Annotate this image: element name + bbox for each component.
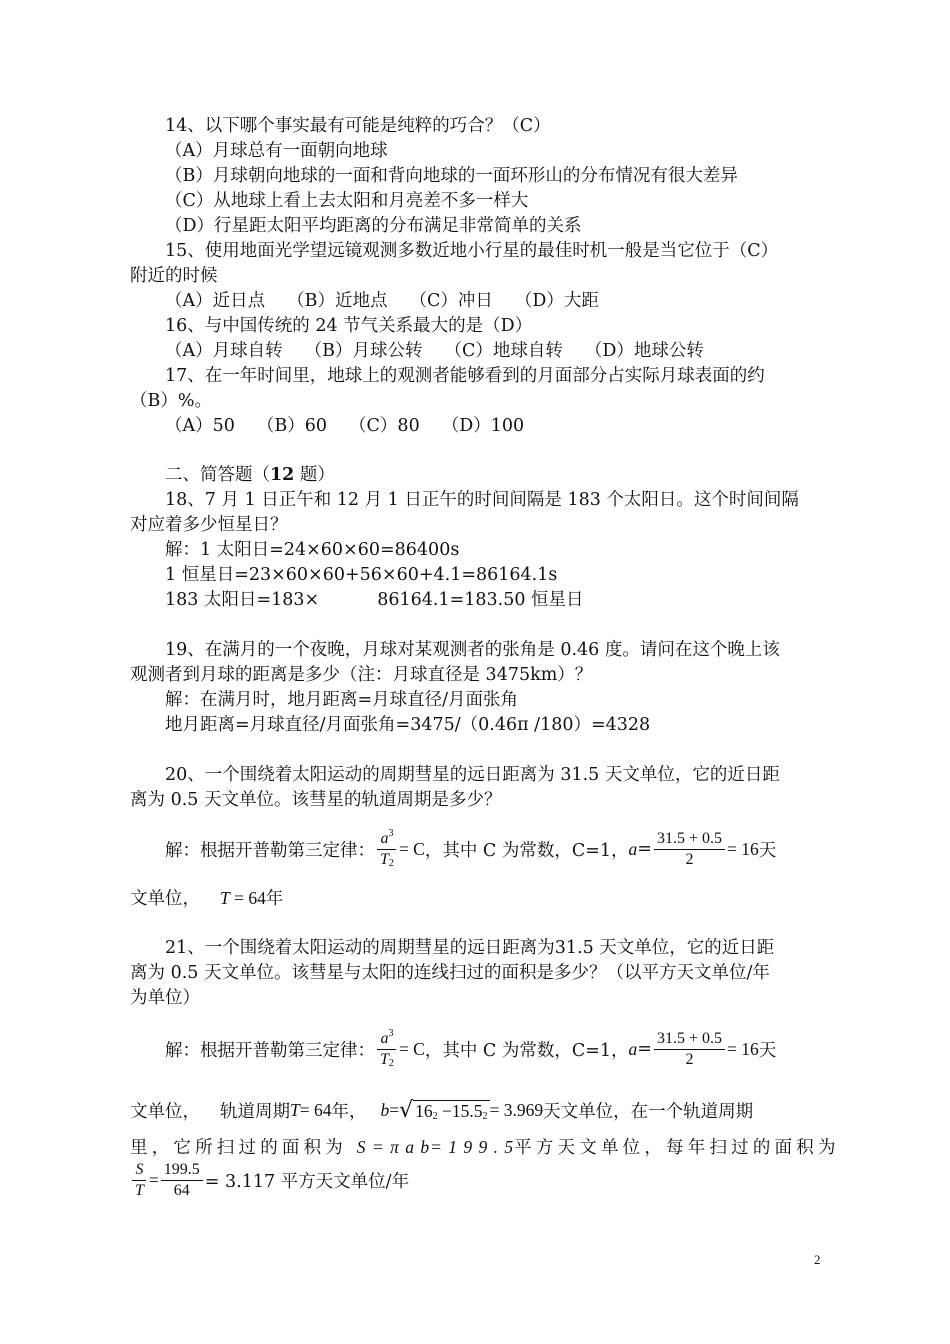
q19-stem-line1: 19、在满月的一个夜晚，月球对某观测者的张角是 0.46 度。请问在这个晚上该 bbox=[165, 640, 780, 660]
q16-option-a: （A）月球自转 bbox=[165, 341, 283, 361]
q16-options bbox=[165, 339, 704, 363]
q17-stem-line2: （B）%。 bbox=[130, 391, 212, 411]
q21-stem-line1: 21、一个围绕着太阳运动的周期彗星的远日距离为31.5 天文单位，它的近日距 bbox=[165, 938, 775, 958]
q19-solution-line1: 解：在满月时，地月距离=月球直径/月面张角 bbox=[165, 690, 519, 710]
q14-option-d: （D）行星距太阳平均距离的分布满足非常简单的关系 bbox=[165, 216, 582, 236]
q14-option-a: （A）月球总有一面朝向地球 bbox=[165, 141, 388, 161]
page-number: 2 bbox=[814, 1252, 821, 1267]
area-per-year-fraction: $\frac{199.5}{64}$ bbox=[161, 1160, 203, 1201]
s-over-t-fraction: $\frac{S}{T}$ bbox=[132, 1160, 147, 1201]
q19-stem-line2: 观测者到月球的距离是多少（注：月球直径是 3475km）？ bbox=[130, 665, 593, 685]
q15-option-d: （D）大距 bbox=[514, 291, 599, 311]
q21-solution-line3: 里，它所扫过的面积为 S = π a b= 1 9 9 . 5平方天文单位，每年扫过的面积为 bbox=[130, 1137, 840, 1158]
sqrt-icon: √ bbox=[399, 1098, 414, 1123]
q20-solution-line2: 文单位， T = 64年 bbox=[130, 888, 284, 909]
q16-stem: 16、与中国传统的 24 节气关系最大的是（D） bbox=[165, 316, 533, 336]
q18-stem-line2: 对应着多少恒星日？ bbox=[130, 515, 288, 535]
q18-solution-line2: 1 恒星日=23×60×60+56×60+4.1=86164.1s bbox=[165, 565, 558, 585]
q14-option-c: （C）从地球上看上去太阳和月亮差不多一样大 bbox=[165, 191, 529, 211]
q19-solution-line2: 地月距离=月球直径/月面张角=3475/（0.46π /180）=4328 bbox=[165, 715, 651, 735]
q15-stem-line1: 15、使用地面光学望远镜观测多数近地小行星的最佳时机一般是当它位于（C） bbox=[165, 241, 779, 261]
semi-minor-axis-radicand: $16_2 -15.5_2$ bbox=[415, 1100, 488, 1122]
section-count: 12 bbox=[270, 465, 295, 485]
kepler-fraction: $\frac{a^3}{T_2}$ bbox=[377, 824, 397, 874]
q17-option-b: （B）60 bbox=[256, 416, 328, 436]
q17-option-a: （A）50 bbox=[165, 416, 235, 436]
q16-option-d: （D）地球公转 bbox=[584, 341, 704, 361]
q18-solution-line1: 解：1 太阳日=24×60×60=86400s bbox=[165, 540, 460, 560]
q16-option-b: （B）月球公转 bbox=[304, 341, 423, 361]
q15-options bbox=[165, 289, 599, 313]
q17-option-d: （D）100 bbox=[441, 416, 525, 436]
q15-stem-line2: 附近的时候 bbox=[130, 266, 218, 286]
q17-stem-line1: 17、在一年时间里，地球上的观测者能够看到的月面部分占实际月球表面的约 bbox=[165, 366, 765, 386]
q20-stem-line1: 20、一个围绕着太阳运动的周期彗星的远日距离为 31.5 天文单位，它的近日距 bbox=[165, 765, 780, 785]
q16-option-c: （C）地球自转 bbox=[444, 341, 563, 361]
q17-option-c: （C）80 bbox=[349, 416, 420, 436]
q14-stem: 14、以下哪个事实最有可能是纯粹的巧合？（C） bbox=[165, 116, 551, 136]
q21-solution-line2: 文单位， 轨道周期 T = 64 年， b = √ $16_2 -15.5_2$ = 3.969 天文单位，在一个轨道周期 bbox=[130, 1098, 754, 1123]
q18-solution-line3: 183 太阳日=183× 86164.1=183.50 恒星日 bbox=[165, 590, 584, 610]
semi-major-axis-fraction: $\frac{31.5 + 0.5}{2}$ bbox=[654, 1029, 725, 1070]
q15-option-b: （B）近地点 bbox=[287, 291, 388, 311]
q20-stem-line2: 离为 0.5 天文单位。该彗星的轨道周期是多少？ bbox=[130, 790, 502, 810]
q21-solution-line4: $\frac{S}{T}$ = $\frac{199.5}{64}$ = 3.117 平方天文单位/年 bbox=[130, 1160, 409, 1201]
kepler-fraction: $\frac{a^3}{T_2}$ bbox=[377, 1024, 397, 1074]
q20-solution-equation: 解：根据开普勒第三定律： $\frac{a^3}{T_2}$ = C ，其中 C 为常数，C=1， a = $\frac{31.5 + 0.5}{2}$ = 16 天 bbox=[165, 824, 776, 874]
q18-stem-line1: 18、7 月 1 日正午和 12 月 1 日正午的时间间隔是 183 个太阳日。这个时间间隔 bbox=[165, 490, 799, 510]
section-heading: 二、简答题（12 题） bbox=[165, 465, 335, 485]
q14-option-b: （B）月球朝向地球的一面和背向地球的一面环形山的分布情况有很大差异 bbox=[165, 166, 738, 186]
q15-option-a: （A）近日点 bbox=[165, 291, 266, 311]
semi-major-axis-fraction: $\frac{31.5 + 0.5}{2}$ bbox=[654, 829, 725, 870]
q17-options bbox=[165, 414, 524, 438]
q15-option-c: （C）冲日 bbox=[409, 291, 493, 311]
q21-stem-line3: 为单位） bbox=[130, 988, 200, 1008]
q21-solution-equation: 解：根据开普勒第三定律： $\frac{a^3}{T_2}$ = C ，其中 C 为常数，C=1， a = $\frac{31.5 + 0.5}{2}$ = 16 天 bbox=[165, 1024, 776, 1074]
q21-stem-line2: 离为 0.5 天文单位。该彗星与太阳的连线扫过的面积是多少？（以平方天文单位/年 bbox=[130, 963, 770, 983]
